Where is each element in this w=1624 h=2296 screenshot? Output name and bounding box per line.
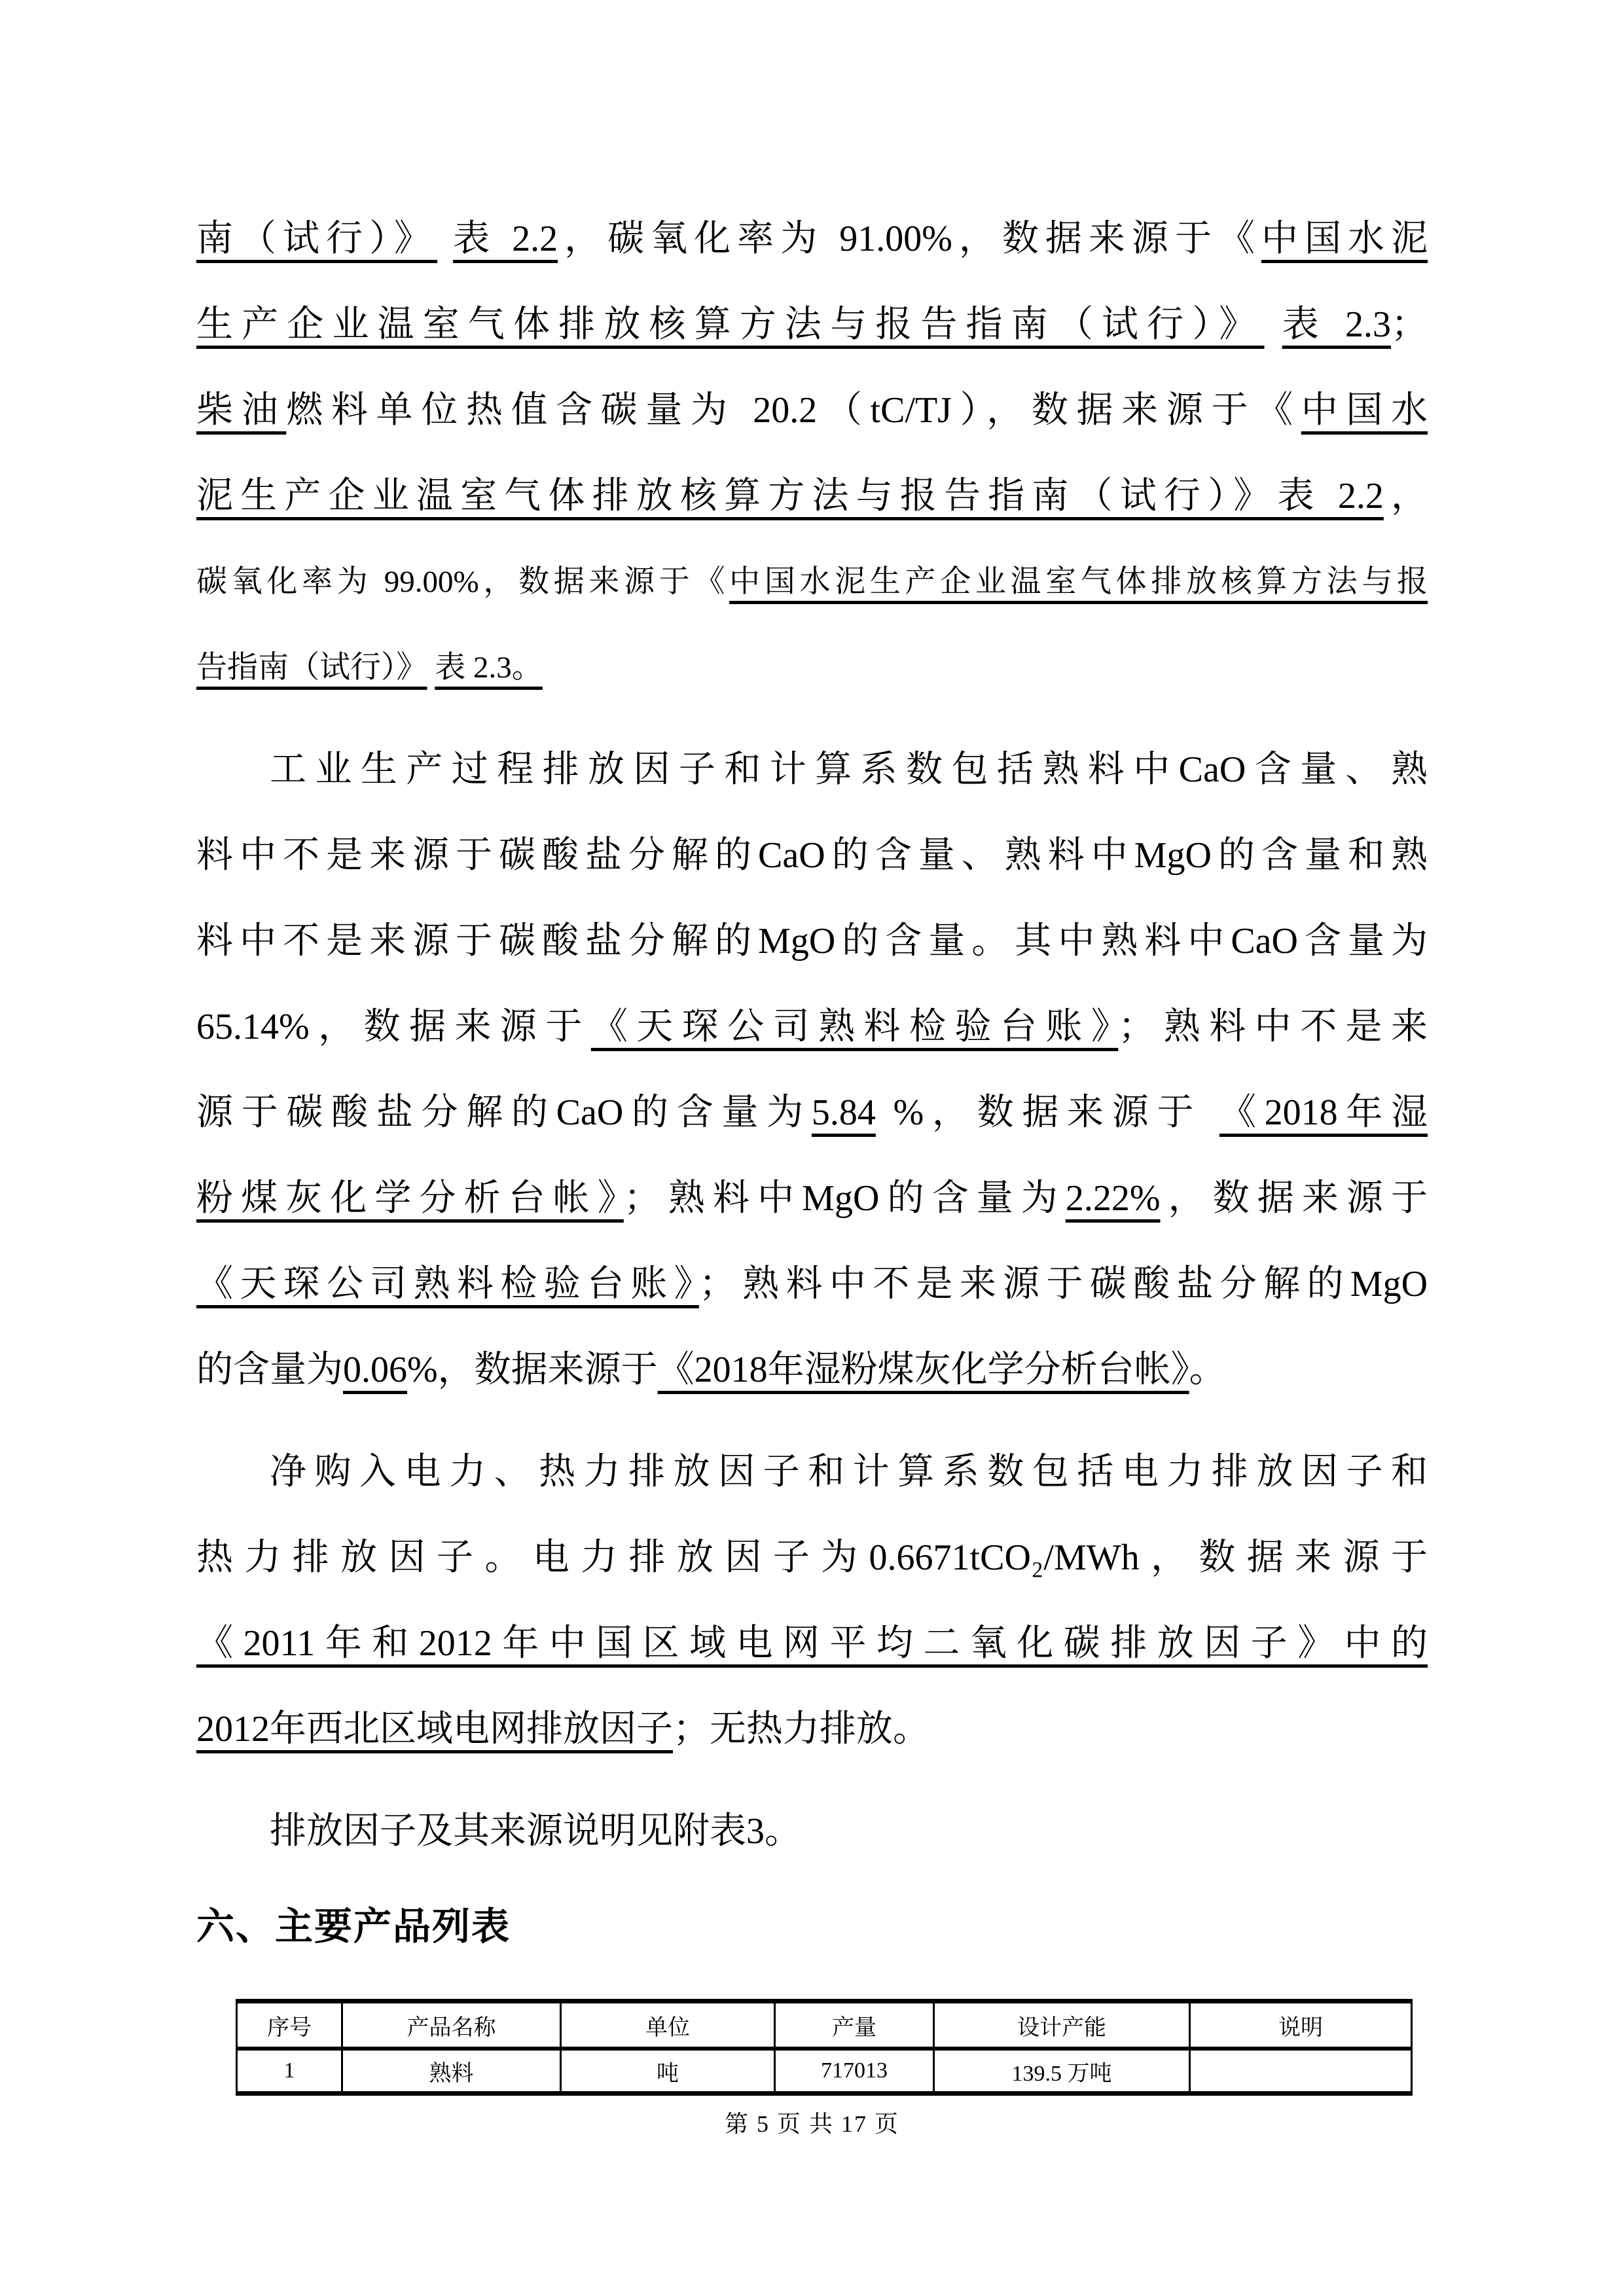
underlined-text: 《2011年和2012年中国区域电网平均二氧化碳排放因子》中的 — [196, 1623, 1428, 1664]
text-segment: 碳氧化率为 99.00%，数据来源于《 — [196, 565, 730, 599]
text-line — [196, 625, 1428, 711]
underlined-text: 《2018年湿粉煤灰化学分析台帐》 — [657, 1350, 1189, 1390]
table-cell-product: 熟料 — [342, 2049, 561, 2094]
paragraph-process-emission-factors — [196, 727, 1428, 1413]
underlined-text: 南（试行）》 — [196, 219, 438, 259]
text-line — [196, 368, 1428, 454]
text-line — [196, 1156, 1428, 1242]
text-segment: 热力排放因子。电力排放因子为0.6671tCO₂/MWh，数据来源于 — [196, 1537, 1428, 1578]
table-cell-capacity: 139.5 万吨 — [934, 2049, 1190, 2094]
text-segment: %，数据来源于 — [875, 1092, 1219, 1133]
text-segment — [427, 651, 435, 685]
table-header-row — [237, 2001, 1412, 2049]
table-header-output: 产量 — [775, 2001, 934, 2049]
text-segment — [1265, 304, 1282, 345]
text-segment: 65.14%，数据来源于 — [196, 1007, 591, 1047]
text-line — [196, 1687, 1428, 1772]
underlined-text: 表 2.2 — [453, 219, 558, 259]
table-header-number: 序号 — [237, 2001, 342, 2049]
text-line — [196, 1601, 1428, 1687]
text-line — [196, 1070, 1428, 1156]
underlined-text: 中国水泥 — [1261, 219, 1428, 259]
text-segment: 燃料单位热值含碳量为 20.2（tC/TJ），数据来源于《 — [286, 390, 1301, 431]
table-cell-number: 1 — [237, 2049, 342, 2094]
page-content — [196, 196, 1428, 2140]
products-table-body — [237, 2049, 1412, 2094]
underlined-text: 中国水 — [1301, 390, 1428, 431]
text-segment: ；熟料中MgO的含量为 — [623, 1178, 1066, 1219]
underlined-text: 0.06 — [343, 1350, 407, 1390]
underlined-text: 《天琛公司熟料检验台账》 — [590, 1007, 1119, 1047]
text-line — [196, 1789, 1428, 1874]
text-segment: ， — [1383, 476, 1428, 516]
text-line — [196, 1515, 1428, 1601]
table-header-unit: 单位 — [561, 2001, 775, 2049]
text-segment: 。 — [1189, 1350, 1226, 1390]
underlined-text: 2.22% — [1065, 1178, 1161, 1219]
text-segment: 源于碳酸盐分解的CaO的含量为 — [196, 1092, 812, 1133]
table-header-capacity: 设计产能 — [934, 2001, 1190, 2049]
text-line — [196, 454, 1428, 539]
text-segment: 的含量为 — [196, 1350, 343, 1390]
table-header-product: 产品名称 — [342, 2001, 561, 2049]
underlined-text: 表 2.3。 — [435, 651, 543, 685]
text-line — [196, 282, 1428, 368]
underlined-text: 生产企业温室气体排放核算方法与报告指南（试行）》 — [196, 304, 1265, 345]
underlined-text: 表 2.2 — [1277, 476, 1384, 516]
text-segment: ；熟料中不是来 — [1118, 1007, 1428, 1047]
text-segment — [437, 219, 453, 259]
underlined-text: 《天琛公司熟料检验台账》 — [196, 1264, 699, 1304]
underlined-text: 粉煤灰化学分析台帐》 — [196, 1178, 624, 1219]
text-segment: 工业生产过程排放因子和计算系数包括熟料中CaO含量、熟 — [270, 749, 1428, 790]
products-table — [236, 1999, 1413, 2096]
table-cell-description — [1190, 2049, 1412, 2094]
text-segment: 净购入电力、热力排放因子和计算系数包括电力排放因子和 — [270, 1452, 1428, 1492]
text-line — [196, 727, 1428, 813]
table-header-description: 说明 — [1190, 2001, 1412, 2049]
text-segment: ，数据来源于 — [1160, 1178, 1428, 1219]
text-line — [196, 984, 1428, 1070]
text-line — [196, 539, 1428, 625]
text-line — [196, 1242, 1428, 1327]
underlined-text: 2012年西北区域电网排放因子 — [196, 1709, 673, 1749]
text-line — [196, 196, 1428, 282]
underlined-text: 5.84 — [811, 1092, 876, 1133]
underlined-text: 《2018年湿 — [1219, 1092, 1428, 1133]
underlined-text: 泥生产企业温室气体排放核算方法与报告指南（试行）》 — [196, 476, 1278, 516]
text-line — [196, 813, 1428, 899]
table-cell-unit: 吨 — [561, 2049, 775, 2094]
underlined-text: 表 2.3 — [1282, 304, 1392, 345]
text-line — [196, 899, 1428, 984]
text-segment: ，碳氧化率为 91.00%，数据来源于《 — [558, 219, 1261, 259]
paragraph-electricity-heat-factors — [196, 1429, 1428, 1772]
table-cell-output: 717013 — [775, 2049, 934, 2094]
text-segment: 排放因子及其来源说明见附表3。 — [270, 1811, 801, 1852]
text-segment: 料中不是来源于碳酸盐分解的CaO的含量、熟料中MgO的含量和熟 — [196, 835, 1428, 876]
underlined-text: 柴油 — [196, 390, 287, 431]
products-table-head — [237, 2001, 1412, 2049]
text-segment: ； — [1391, 304, 1428, 345]
paragraph-factor-source-note — [196, 1789, 1428, 1874]
underlined-text: 中国水泥生产企业温室气体排放核算方法与报 — [729, 565, 1428, 599]
text-segment: ；熟料中不是来源于碳酸盐分解的MgO — [698, 1264, 1428, 1304]
text-line — [196, 1327, 1428, 1413]
page-footer: 第 5 页 共 17 页 — [724, 2111, 899, 2137]
table-row — [237, 2049, 1412, 2094]
text-segment: 料中不是来源于碳酸盐分解的MgO的含量。其中熟料中CaO含量为 — [196, 921, 1428, 961]
section-heading-main-products: 六、主要产品列表 — [196, 1905, 511, 1948]
paragraph-fuel-emission-factors — [196, 196, 1428, 711]
text-line — [196, 1429, 1428, 1515]
text-segment: ；无热力排放。 — [673, 1709, 929, 1749]
underlined-text: 告指南（试行）》 — [196, 651, 427, 685]
text-segment: %，数据来源于 — [407, 1350, 658, 1390]
